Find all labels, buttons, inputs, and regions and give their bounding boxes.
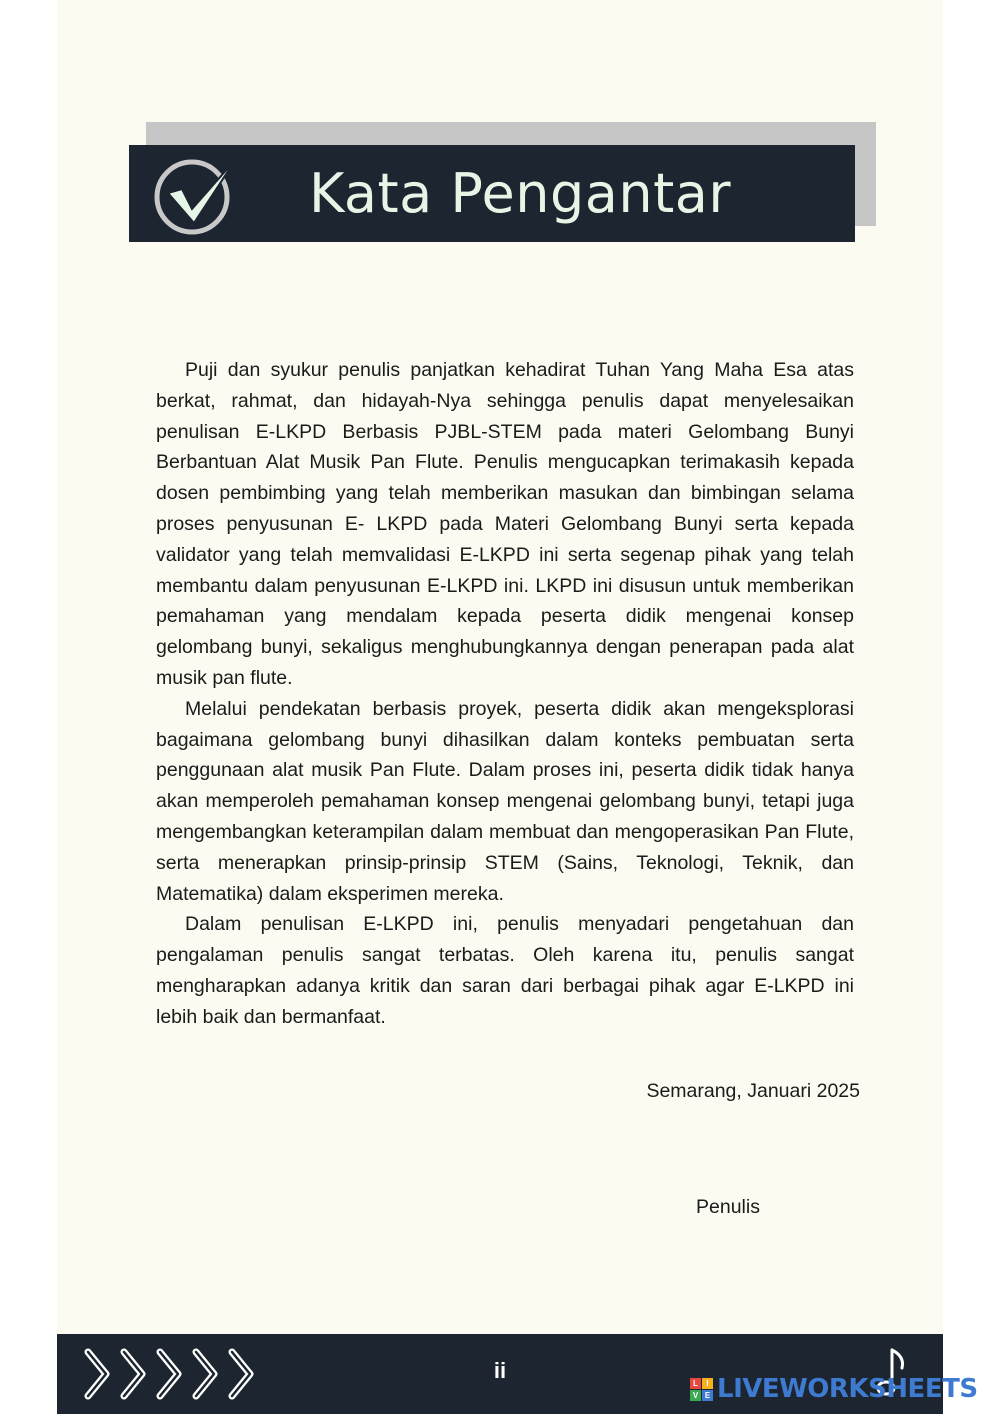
paragraph: Melalui pendekatan berbasis proyek, peserta didik akan mengeksplorasi bagaimana gelombang bunyi dihasilkan dalam konteks pembuatan serta penggunaan alat musik Pan Flute. Dalam proses ini, peserta didik tidak hanya akan memperoleh pemahaman konsep mengenai gelombang bunyi, tetapi juga mengembangkan keterampilan dalam membuat dan mengoperasikan Pan Flute, serta menerapkan prinsip-prinsip STEM (Sains, Teknologi, Teknik, dan Matematika) dalam eksperimen mereka. <box>156 697 854 905</box>
watermark-text: LIVEWORKSHEETS <box>717 1374 978 1404</box>
checkmark-circle-icon <box>150 153 240 237</box>
logo-letter: I <box>702 1378 713 1389</box>
liveworksheets-logo <box>690 1378 713 1401</box>
chevrons-right-icon <box>82 1346 262 1402</box>
page-title: Kata Pengantar <box>308 162 732 225</box>
logo-letter: E <box>702 1390 713 1401</box>
logo-letter: L <box>690 1378 701 1389</box>
paragraph: Dalam penulisan E-LKPD ini, penulis menyadari pengetahuan dan pengalaman penulis sangat terbatas. Oleh karena itu, penulis sangat mengharapkan adanya kritik dan saran dari berbagai pihak agar E-LKPD ini lebih baik dan bermanfaat. <box>156 913 854 1028</box>
page-number: ii <box>493 1358 507 1383</box>
paragraph: Puji dan syukur penulis panjatkan kehadirat Tuhan Yang Maha Esa atas berkat, rahmat, dan hidayah-Nya sehingga penulis dapat menyelesaikan penulisan E-LKPD Berbasis PJBL-STEM pada materi Gelombang Bunyi Berbantuan Alat Musik Pan Flute. Penulis mengucapkan terimakasih kepada dosen pembimbing yang telah memberikan masukan dan bimbingan selama proses penyusunan E- LKPD pada Materi Gelombang Bunyi serta kepada validator yang telah memvalidasi E-LKPD ini serta segenap pihak yang telah membantu dalam penyusunan E-LKPD ini. LKPD ini disusun untuk memberikan pemahaman yang mendalam kepada peserta didik mengenai konsep gelombang bunyi, sekaligus menghubungkannya dengan penerapan pada alat musik pan flute. <box>156 359 854 689</box>
liveworksheets-watermark <box>690 1374 990 1404</box>
signature: Penulis <box>696 1196 760 1218</box>
preface-body <box>156 355 854 1033</box>
logo-letter: V <box>690 1390 701 1401</box>
place-date: Semarang, Januari 2025 <box>646 1080 860 1102</box>
